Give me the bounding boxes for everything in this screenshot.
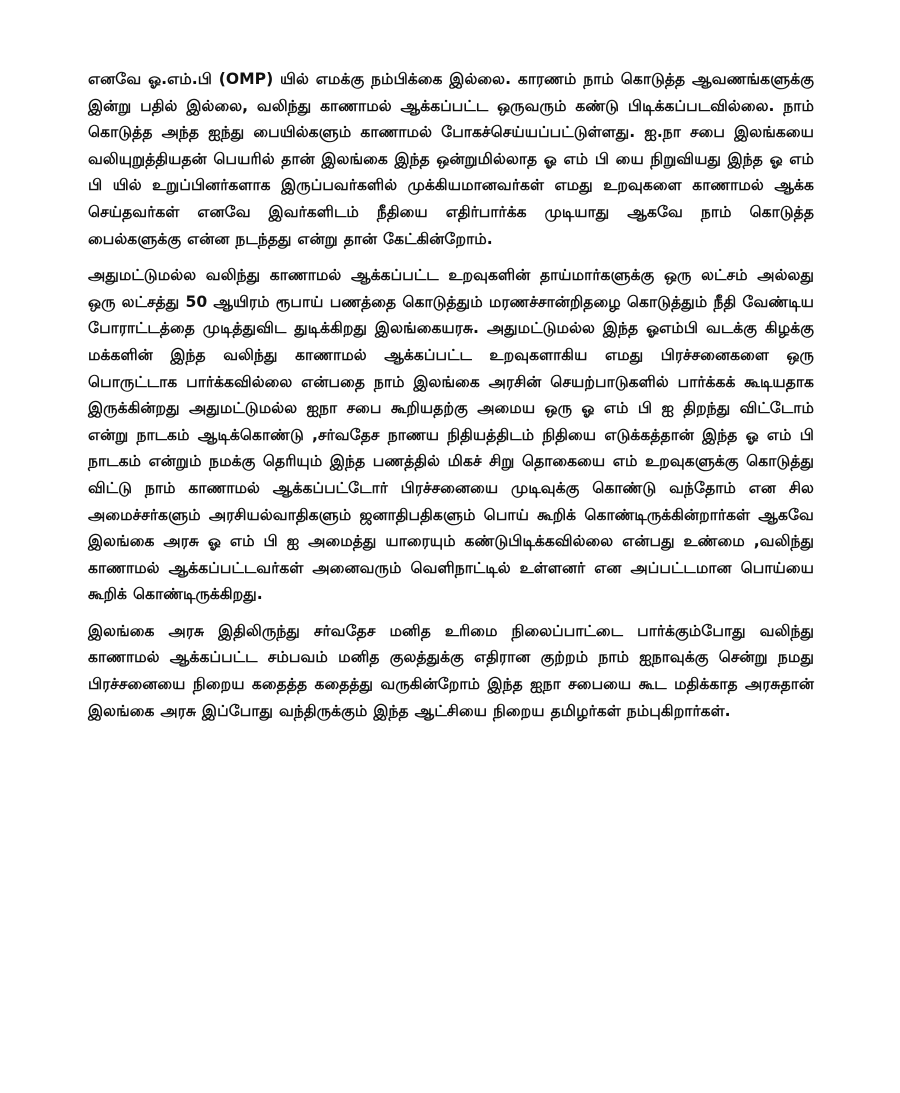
paragraph-omp-distrust: எனவே ஓ.எம்.பி (OMP) யில் எமக்கு நம்பிக்கை இல்லை. காரணம் நாம் கொடுத்த ஆவணங்களுக்கு இன்று பதில் இல்லை, வலிந்து காணாமல் ஆக்கப்பட்ட ஒருவரும் கண்டு பிடிக்கப்படவில்லை. நாம் கொடுத்த அந்த ஐந்து பையில்களும் காணாமல் போகச்செய்யப்பட்டுள்ளது. ஐ.நா சபை இலங்கயை வலியுறுத்தியதன் பெயரில் தான் இலங்கை இந்த ஒன்றுமில்லாத ஓ எம் பி யை நிறுவியது இந்த ஓ எம் பி யில் உறுப்பினர்களாக இருப்பவர்களில் முக்கியமானவர்கள் எமது உறவுகளை காணாமல் ஆக்க செய்தவர்கள் எனவே இவர்களிடம் நீதியை எதிர்பார்க்க முடியாது ஆகவே நாம் கொடுத்த பைல்களுக்கு என்ன நடந்தது என்று தான் கேட்கின்றோம். (88, 70, 814, 248)
paragraph-compensation-criticism: அதுமட்டுமல்ல வலிந்து காணாமல் ஆக்கப்பட்ட உறவுகளின் தாய்மார்களுக்கு ஒரு லட்சம் அல்லது ஒரு லட்சத்து 50 ஆயிரம் ரூபாய் பணத்தை கொடுத்தும் மரணச்சான்றிதழை கொடுத்தும் நீதி வேண்டிய போராட்டத்தை முடித்துவிட துடிக்கிறது இலங்கையரசு. அதுமட்டுமல்ல இந்த ஓஎம்பி வடக்கு கிழக்கு மக்களின் இந்த வலிந்து காணாமல் ஆக்கப்பட்ட உறவுகளாகிய எமது பிரச்சனைகளை ஒரு பொருட்டாக பார்க்கவில்லை என்பதை நாம் இலங்கை அரசின் செயற்பாடுகளில் பார்க்கக் கூடியதாக இருக்கின்றது அதுமட்டுமல்ல ஐநா சபை கூறியதற்கு அமைய ஒரு ஓ எம் பி ஐ திறந்து விட்டோம் என்று நாடகம் ஆடிக்கொண்டு ,சர்வதேச நாணய நிதியத்திடம் நிதியை எடுக்கத்தான் இந்த ஓ எம் பி நாடகம் என்றும் நமக்கு தெரியும் இந்த பணத்தில் மிகச் சிறு தொகையை எம் உறவுகளுக்கு கொடுத்து விட்டு நாம் காணாமல் ஆக்கப்பட்டோர் பிரச்சனையை முடிவுக்கு கொண்டு வந்தோம் என சில அமைச்சர்களும் அரசியல்வாதிகளும் ஜனாதிபதிகளும் பொய் கூறிக் கொண்டிருக்கின்றார்கள் ஆகவே இலங்கை அரசு ஓ எம் பி ஐ அமைத்து யாரையும் கண்டுபிடிக்கவில்லை என்பது உண்மை ,வலிந்து காணாமல் ஆக்கப்பட்டவர்கள் அனைவரும் வெளிநாட்டில் உள்ளனர் என அப்பட்டமான பொய்யை கூறிக் கொண்டிருக்கிறது. (88, 266, 814, 604)
document-page (88, 66, 814, 724)
paragraph-human-rights: இலங்கை அரசு இதிலிருந்து சர்வதேச மனித உரிமை நிலைப்பாட்டை பார்க்கும்போது வலிந்து காணாமல் ஆக்கப்பட்ட சம்பவம் மனித குலத்துக்கு எதிரான குற்றம் நாம் ஐநாவுக்கு சென்று நமது பிரச்சனையை நிறைய கதைத்த கதைத்து வருகின்றோம் இந்த ஐநா சபையை கூட மதிக்காத அரசுதான் இலங்கை அரசு இப்போது வந்திருக்கும் இந்த ஆட்சியை நிறைய தமிழர்கள் நம்புகிறார்கள். (88, 621, 814, 720)
